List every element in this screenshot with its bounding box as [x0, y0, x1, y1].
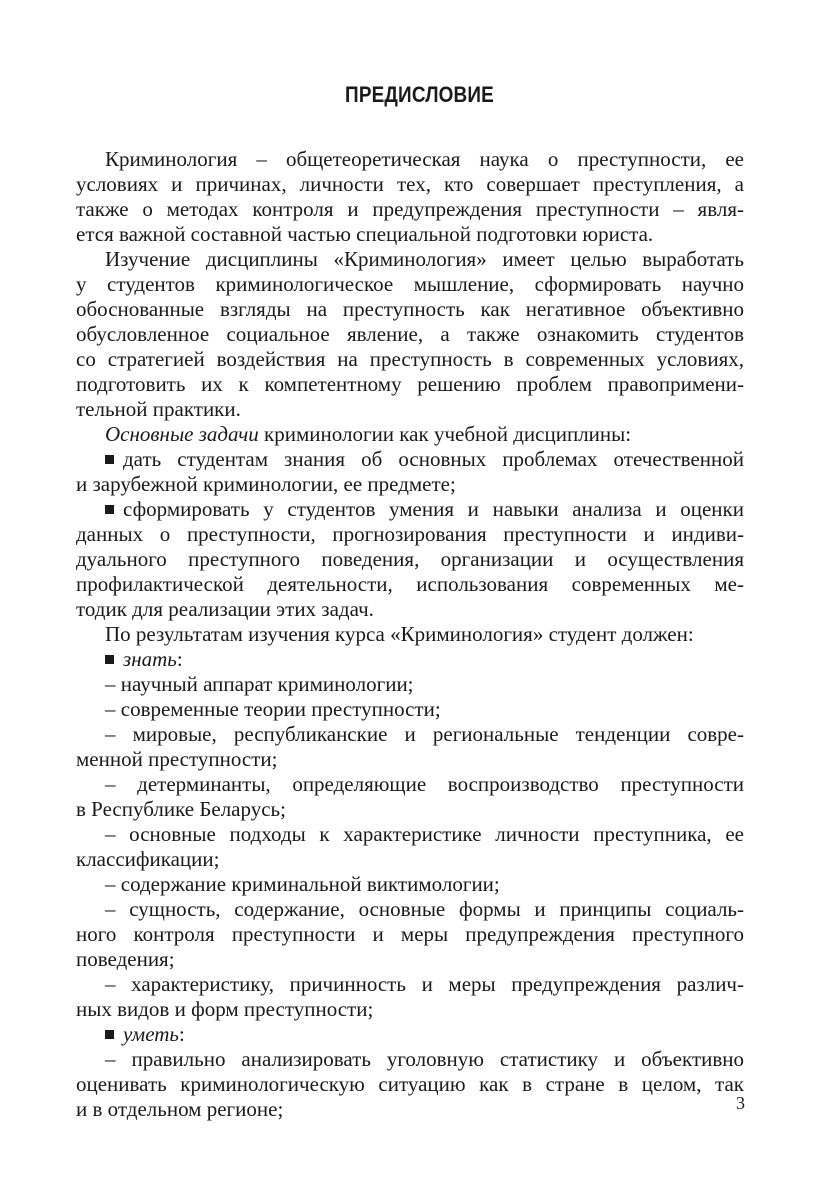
text-line: ных видов и форм преступности; [76, 997, 374, 1021]
text-line: профилактической деятельности, использования современных ме- [76, 572, 744, 596]
text-line: и в отдельном регионе; [76, 1097, 284, 1121]
text-line: менной преступности; [76, 747, 278, 771]
text-line: условиях и причинах, личности тех, кто совершает преступления, а [76, 172, 744, 196]
text-line: подготовить их к компетентному решению проблем правопримени- [76, 372, 744, 396]
bullet-line: сформировать у студентов умения и навыки анализа и оценки [76, 497, 744, 522]
text-line: – содержание криминальной виктимологии; [105, 872, 500, 896]
text-line: тодик для реализации этих задач. [76, 597, 374, 621]
italic-phrase: уметь [123, 1022, 179, 1046]
text-line: По результатам изучения курса «Криминология» студент должен: [105, 622, 694, 646]
italic-phrase: знать [123, 647, 177, 671]
text-line: – основные подходы к характеристике личности преступника, ее [105, 822, 744, 846]
body-text [76, 147, 744, 1122]
bullet-line [76, 1022, 744, 1047]
text-line: у студентов криминологическое мышление, сформировать научно [76, 272, 744, 296]
colon: : [178, 1022, 185, 1046]
colon: : [176, 647, 183, 671]
bullet-line: дать студентам знания об основных проблемах отечественной [76, 447, 744, 472]
italic-phrase: Основные задачи [105, 422, 259, 446]
text-line: обусловленное социальное явление, а также ознакомить студентов [76, 322, 744, 346]
text-line: – правильно анализировать уголовную статистику и объективно [105, 1047, 744, 1071]
bullet-line [76, 647, 744, 672]
text-line: – характеристику, причинность и меры предупреждения различ- [105, 972, 744, 996]
page-title: ПРЕДИСЛОВИЕ [345, 82, 494, 107]
text-fragment: криминологии как учебной дисциплины: [264, 422, 632, 446]
text-line: и зарубежной криминологии, ее предмете; [76, 472, 456, 496]
text-line [76, 422, 744, 447]
text-line: тельной практики. [76, 397, 241, 421]
text-line: классификации; [76, 847, 220, 871]
text-line: – мировые, республиканские и региональные тенденции совре- [105, 722, 744, 746]
text-line: – научный аппарат криминологии; [105, 672, 414, 696]
text-line: – современные теории преступности; [105, 697, 441, 721]
text-line: поведения; [76, 947, 175, 971]
text-line: данных о преступности, прогнозирования преступности и индиви- [76, 522, 744, 546]
text-line: – детерминанты, определяющие воспроизводство преступности [105, 772, 744, 796]
text-line: со стратегией воздействия на преступность в современных условиях, [76, 347, 744, 371]
page-number: 3 [736, 1093, 745, 1113]
text-line: Изучение дисциплины «Криминология» имеет целью выработать [105, 247, 744, 271]
text-line: ного контроля преступности и меры предупреждения преступного [76, 922, 744, 946]
text-line: – сущность, содержание, основные формы и принципы социаль- [105, 897, 744, 921]
text-line: Криминология – общетеоретическая наука о преступности, ее [105, 147, 744, 171]
text-line: также о методах контроля и предупреждения преступности – явля- [76, 197, 744, 221]
text-line: ется важной составной частью специальной подготовки юриста. [76, 222, 654, 246]
text-line: обоснованные взгляды на преступность как негативное объективно [76, 297, 744, 321]
text-line: оценивать криминологическую ситуацию как в стране в целом, так [76, 1072, 744, 1096]
text-line: дуального преступного поведения, организации и осуществления [76, 547, 744, 571]
text-line: в Республике Беларусь; [76, 797, 286, 821]
